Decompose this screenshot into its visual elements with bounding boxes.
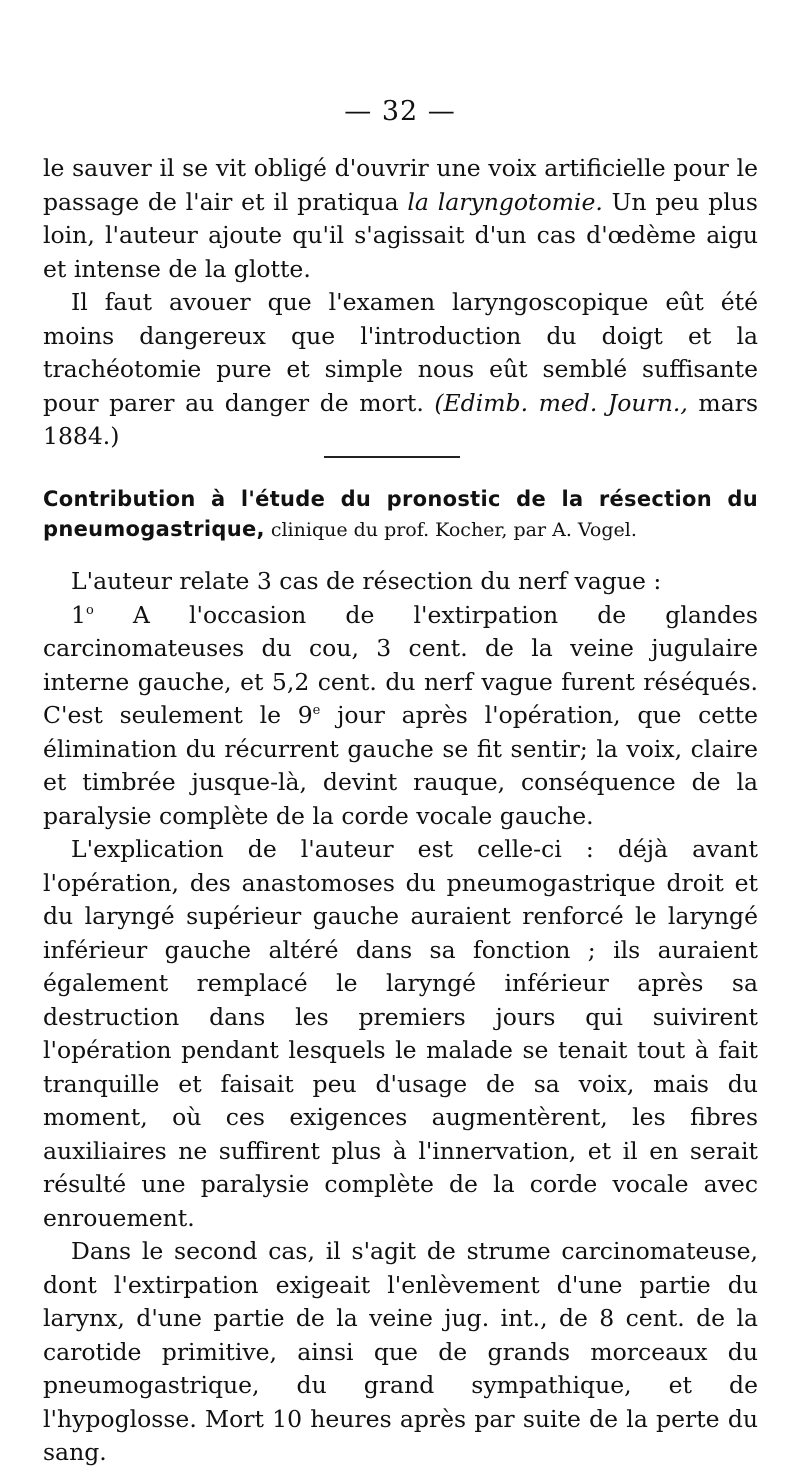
paragraph-conclusion	[43, 286, 758, 454]
ordinal-suffix: o	[85, 602, 94, 618]
article-title: Contribution à l'étude du pronostic de la résection du pneumogastrique,	[43, 487, 758, 541]
text-span: Il faut avouer que l'examen laryngoscopique eût été moins dangereux que l'introduction du doigt et la trachéotomie pure et simple nous eût semblé suffisante pour parer au danger de mort.	[43, 288, 758, 417]
ordinal-suffix: e	[312, 703, 321, 719]
text-span: le sauver il se vit obligé d'ouvrir une voix artificielle pour le passage de l'air et il pratiqua	[43, 154, 758, 216]
text-span: jour après l'opération, que cette élimination du récurrent gauche se fit sentir; la voix, claire et timbrée jusque-là, devint rauque, conséquence de la paralysie complète de la corde vocale gauche.	[43, 701, 758, 830]
italic-text: la laryngotomie.	[407, 187, 603, 216]
ordinal-number: 1	[71, 600, 86, 629]
citation-italic: (Edimb. med. Journ.,	[434, 388, 688, 417]
ordinal-number: 9	[297, 701, 313, 729]
text-span: A l'occasion de l'extirpation de glandes carcinomateuses du cou, 3 cent. de la veine jugulaire interne gauche, et 5,2 cent. du nerf vague furent réséqués. C'est seulement le	[43, 600, 758, 729]
article-body	[43, 565, 758, 1470]
paragraph-explanation: L'explication de l'auteur est celle-ci : déjà avant l'opération, des anastomoses du pneumogastrique droit et du laryngé supérieur gauche auraient renforcé le laryngé inférieur gauche altéré dans sa fonction ; ils auraient également remplacé le laryngé inférieur après sa destruction dans les premiers jours qui suivirent l'opération pendant lesquels le malade se tenait tout à fait tranquille et faisait peu d'usage de sa voix, mais du moment, où ces exigences augmentèrent, les fibres auxiliaires ne suffirent plus à l'innervation, et il en serait résulté une paralysie complète de la corde vocale avec enrouement.	[43, 835, 758, 1232]
text-span: Un peu plus loin, l'auteur ajoute qu'il s'agissait d'un cas d'œdème aigu et intense de la glotte.	[43, 187, 758, 283]
section-divider	[324, 456, 460, 458]
paragraph-case-two: Dans le second cas, il s'agit de strume carcinomateuse, dont l'extirpation exigeait l'enlèvement d'une partie du larynx, d'une partie de la veine jug. int., de 8 cent. de la carotide primitive, ainsi que de grands morceaux du pneumogastrique, du grand sympathique, et de l'hypoglosse. Mort 10 heures après par suite de la perte du sang.	[43, 1237, 758, 1466]
paragraph-intro: L'auteur relate 3 cas de résection du nerf vague :	[71, 567, 662, 595]
article-byline: clinique du prof. Kocher, par A. Vogel.	[264, 519, 637, 541]
page-number: — 32 —	[344, 96, 456, 127]
top-text-block	[43, 152, 758, 454]
paragraph-case-one	[43, 599, 758, 834]
paragraph-laryngotomie	[43, 152, 758, 286]
text-span: mars 1884.)	[43, 388, 758, 450]
article-heading	[43, 484, 758, 545]
